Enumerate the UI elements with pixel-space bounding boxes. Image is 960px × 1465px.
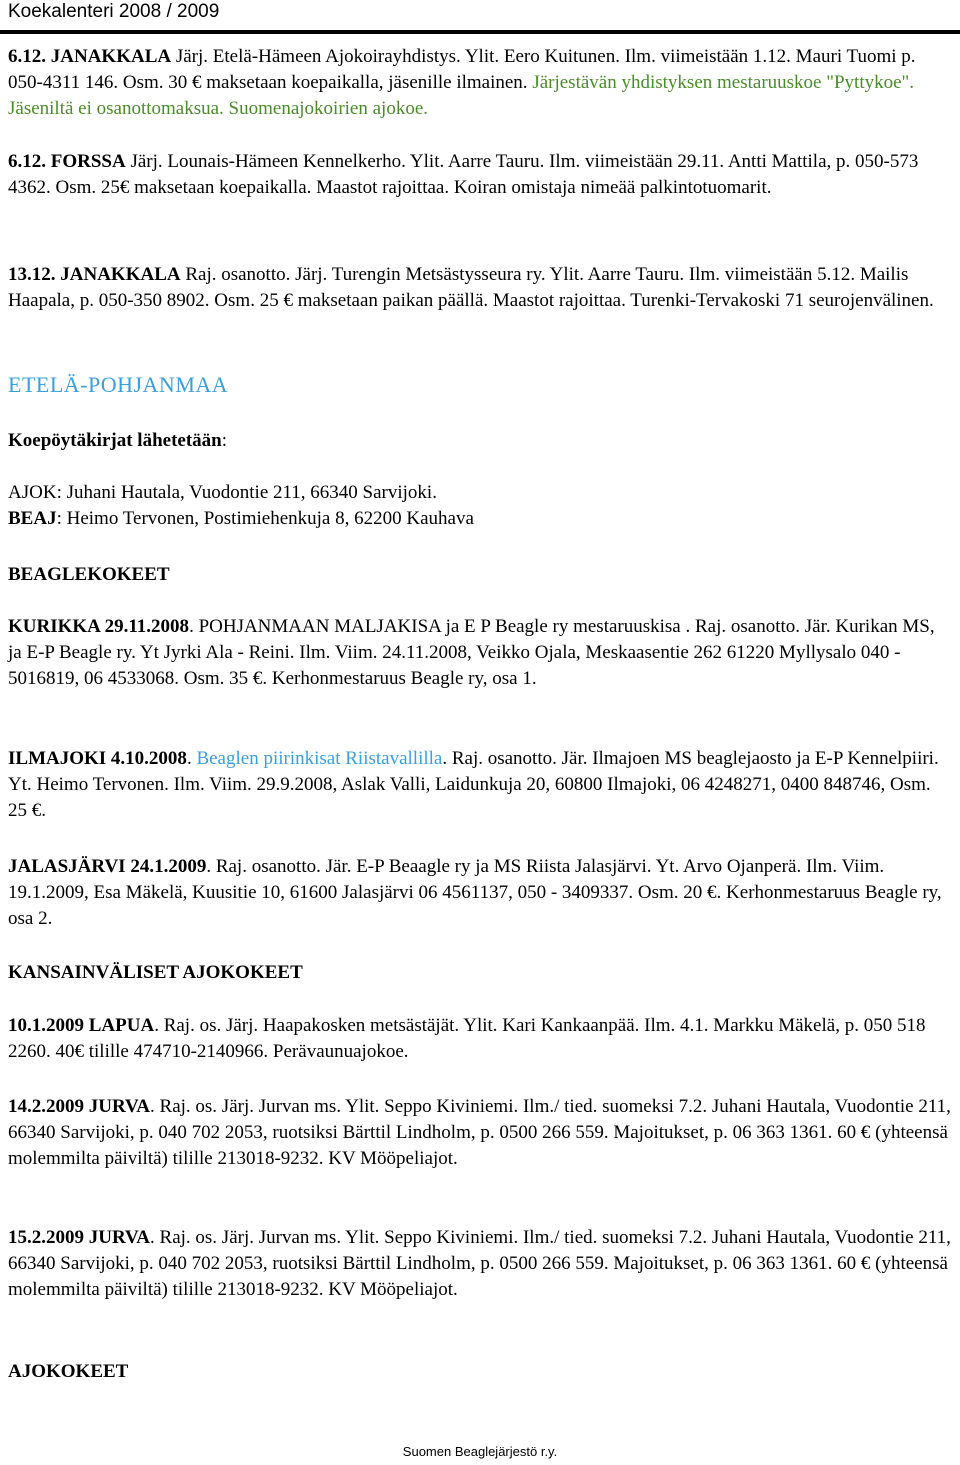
- protocols-label: Koepöytäkirjat lähetetään: [8, 430, 222, 451]
- entry-text: Järj. Etelä-Hämeen Ajokoirayhdistys. Ylit. Eero Kuitunen. Ilm. viimeistään 1.12. Mauri Tuomi p. 050-4311 146. Osm. 30 € maksetaan koepaikalla, jäsenille ilmainen.: [8, 46, 916, 93]
- entry-highlight: Beaglen piirinkisat Riistavallilla: [196, 748, 443, 769]
- header-rule: [0, 30, 960, 34]
- entry-lapua: [8, 1013, 952, 1065]
- entry-head: JALASJÄRVI 24.1.2009: [8, 856, 207, 877]
- entry-place: JANAKKALA: [60, 264, 181, 285]
- entry-text: . Raj. osanotto. Jär. Ilmajoen MS beaglejaosto ja E-P Kennelpiiri. Yt. Heimo Tervonen. Ilm. Viim. 29.9.2008, Aslak Valli, Laidunkuja 20, 60800 Ilmajoki, 06 4248271, 0400 848746, Osm. 25 €.: [8, 748, 939, 821]
- entry-head: ILMAJOKI 4.10.2008: [8, 748, 187, 769]
- entry-place: JANAKKALA: [50, 46, 172, 67]
- entry-janakkala-6-12: [8, 44, 952, 122]
- entry-text: . Raj. os. Järj. Jurvan ms. Ylit. Seppo Kiviniemi. Ilm./ tied. suomeksi 7.2. Juhani Hautala, Vuodontie 211, 66340 Sarvijoki, p. 040 702 2053, ruotsiksi Bärttil Lindholm, p. 0500 266 559. Majoitukset, p. 06 363 1361. 60 € (yhteensä molemmilta päiviltä) tilille 213018-9232. KV Mööpeliajot.: [8, 1227, 951, 1300]
- entry-text: . Raj. osanotto. Jär. E-P Beaagle ry ja MS Riista Jalasjärvi. Yt. Arvo Ojanperä. Ilm. Viim. 19.1.2009, Esa Mäkelä, Kuusitie 10, 61600 Jalasjärvi 06 4561137, 050 - 3409337. Osm. 20 €. Kerhonmestaruus Beagle ry, osa 2.: [8, 856, 942, 929]
- entry-text: Raj. osanotto. Järj. Turengin Metsästysseura ry. Ylit. Aarre Tauru. Ilm. viimeistään 5.12. Mailis Haapala, p. 050-350 8902. Osm. 25 € maksetaan paikan päällä. Maastot rajoittaa. Turenki-Tervakoski 71 seurojenvälinen.: [8, 264, 934, 311]
- entry-date: 13.12.: [8, 264, 56, 285]
- document-header: Koekalenteri 2008 / 2009: [8, 1, 220, 22]
- entry-head: 15.2.2009 JURVA: [8, 1227, 151, 1248]
- entry-janakkala-13-12: [8, 262, 952, 314]
- entry-head: 10.1.2009 LAPUA: [8, 1015, 155, 1036]
- ajokokeet-heading: AJOKOKEET: [8, 1361, 129, 1382]
- entry-jurva-15-2: [8, 1225, 952, 1303]
- ajok-address: : Juhani Hautala, Vuodontie 211, 66340 Sarvijoki.: [56, 482, 437, 503]
- entry-jalasjarvi: [8, 854, 952, 932]
- protocols-label-line: Koepöytäkirjat lähetetään:: [8, 430, 228, 451]
- entry-jurva-14-2: [8, 1094, 952, 1172]
- entry-text: Järj. Lounais-Hämeen Kennelkerho. Ylit. Aarre Tauru. Ilm. viimeistään 29.11. Antti Mattila, p. 050-573 4362. Osm. 25€ maksetaan koepaikalla. Maastot rajoittaa. Koiran omistaja nimeää palkintotuomarit.: [8, 151, 919, 198]
- beaj-label: BEAJ: [8, 508, 57, 529]
- region-heading: ETELÄ-POHJANMAA: [8, 372, 229, 397]
- document-footer: Suomen Beaglejärjestö r.y.: [402, 1444, 558, 1459]
- entry-date: 6.12.: [8, 46, 46, 67]
- entry-date: 6.12.: [8, 151, 46, 172]
- entry-head: 14.2.2009 JURVA: [8, 1096, 151, 1117]
- beagle-heading: BEAGLEKOKEET: [8, 564, 170, 585]
- entry-text: . Raj. os. Järj. Haapakosken metsästäjät. Ylit. Kari Kankaanpää. Ilm. 4.1. Markku Mäkelä, p. 050 518 2260. 40€ tilille 474710-2140966. Perävaunuajokoe.: [8, 1015, 926, 1062]
- ajok-label: AJOK: [8, 482, 57, 503]
- international-heading: KANSAINVÄLISET AJOKOKEET: [8, 962, 303, 983]
- entry-text: . POHJANMAAN MALJAKISA ja E P Beagle ry mestaruuskisa . Raj. osanotto. Jär. Kurikan MS, ja E-P Beagle ry. Yt Jyrki Ala - Reini. Ilm. Viim. 24.11.2008, Veikko Ojala, Meskaasentie 262 61220 Myllysalo 040 - 5016819, 06 4533068. Osm. 35 €. Kerhonmestaruus Beagle ry, osa 1.: [8, 616, 935, 689]
- entry-ilmajoki: ILMAJOKI 4.10.2008. Beaglen piirinkisat Riistavallilla. Raj. osanotto. Jär. Ilmajoen MS beaglejaosto ja E-P Kennelpiiri. Yt. Heimo Tervonen. Ilm. Viim. 29.9.2008, Aslak Valli, Laidunkuja 20, 60800 Ilmajoki, 06 4248271, 0400 848746, Osm. 25 €.: [8, 748, 939, 821]
- entry-place: FORSSA: [50, 151, 126, 172]
- entry-forssa: [8, 149, 952, 201]
- entry-text: . Raj. os. Järj. Jurvan ms. Ylit. Seppo Kiviniemi. Ilm./ tied. suomeksi 7.2. Juhani Hautala, Vuodontie 211, 66340 Sarvijoki, p. 040 702 2053, ruotsiksi Bärttil Lindholm, p. 0500 266 559. Majoitukset, p. 06 363 1361. 60 € (yhteensä molemmilta päiviltä) tilille 213018-9232. KV Mööpeliajot.: [8, 1096, 951, 1169]
- protocols-addresses: [8, 480, 952, 532]
- entry-head: KURIKKA 29.11.2008: [8, 616, 190, 637]
- entry-kurikka: [8, 614, 952, 692]
- entry-note: Järjestävän yhdistyksen mestaruuskoe "Pyttykoe". Jäseniltä ei osanottomaksua. Suomenajokoirien ajokoe.: [8, 72, 915, 119]
- beaj-address: : Heimo Tervonen, Postimiehenkuja 8, 62200 Kauhava: [56, 508, 474, 529]
